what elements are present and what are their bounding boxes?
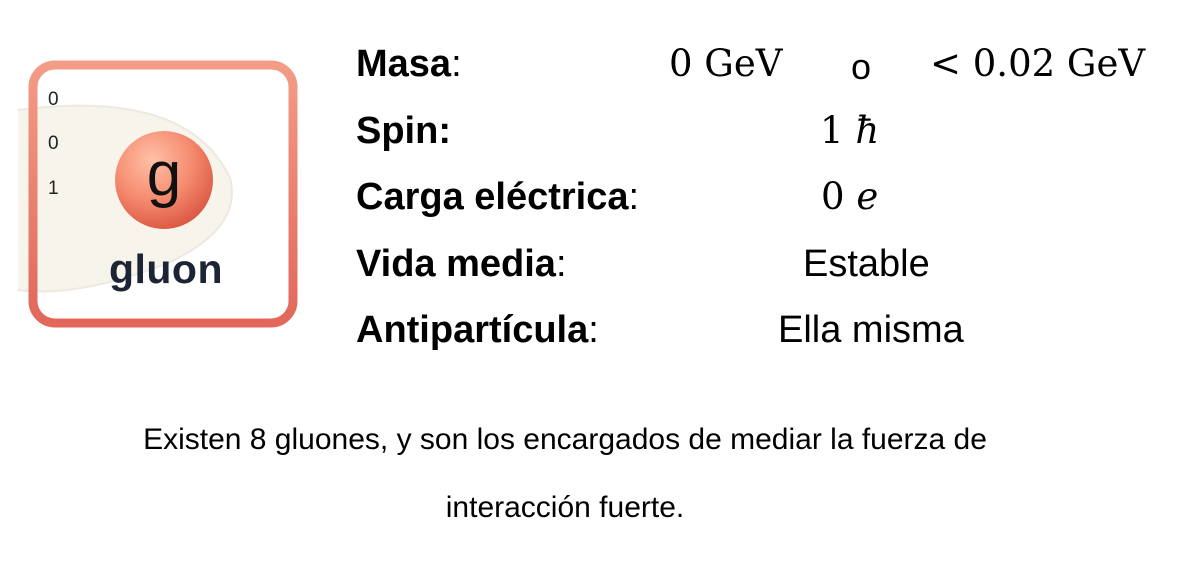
spin-label: Spin: [356,110,451,152]
mass-value: 0 GeV [669,42,783,85]
mass-alt-value: < 0.02 GeV [930,42,1146,85]
footer-line-1: Existen 8 gluones, y son los encargados de mediar la fuerza de [143,423,987,456]
mass-connector: o [851,46,872,87]
antiparticle-label: Antipartícula: [356,309,599,351]
lifetime-label: Vida media: [356,243,567,285]
charge-label: Carga eléctrica: [356,176,640,218]
antiparticle-value: Ella misma [778,309,964,351]
charge-value: 0 e [821,175,879,218]
particle-card [18,58,300,336]
card-number-charge: 0 [48,133,59,154]
spin-value: 1 ħ [820,109,880,152]
card-number-mass: 0 [48,89,59,110]
lifetime-value: Estable [803,243,930,285]
mass-label: Masa: [356,43,462,85]
footer-line-2: interacción fuerte. [445,491,685,524]
particle-name: gluon [108,246,224,292]
card-number-spin: 1 [48,178,59,199]
particle-symbol: g [146,140,182,209]
